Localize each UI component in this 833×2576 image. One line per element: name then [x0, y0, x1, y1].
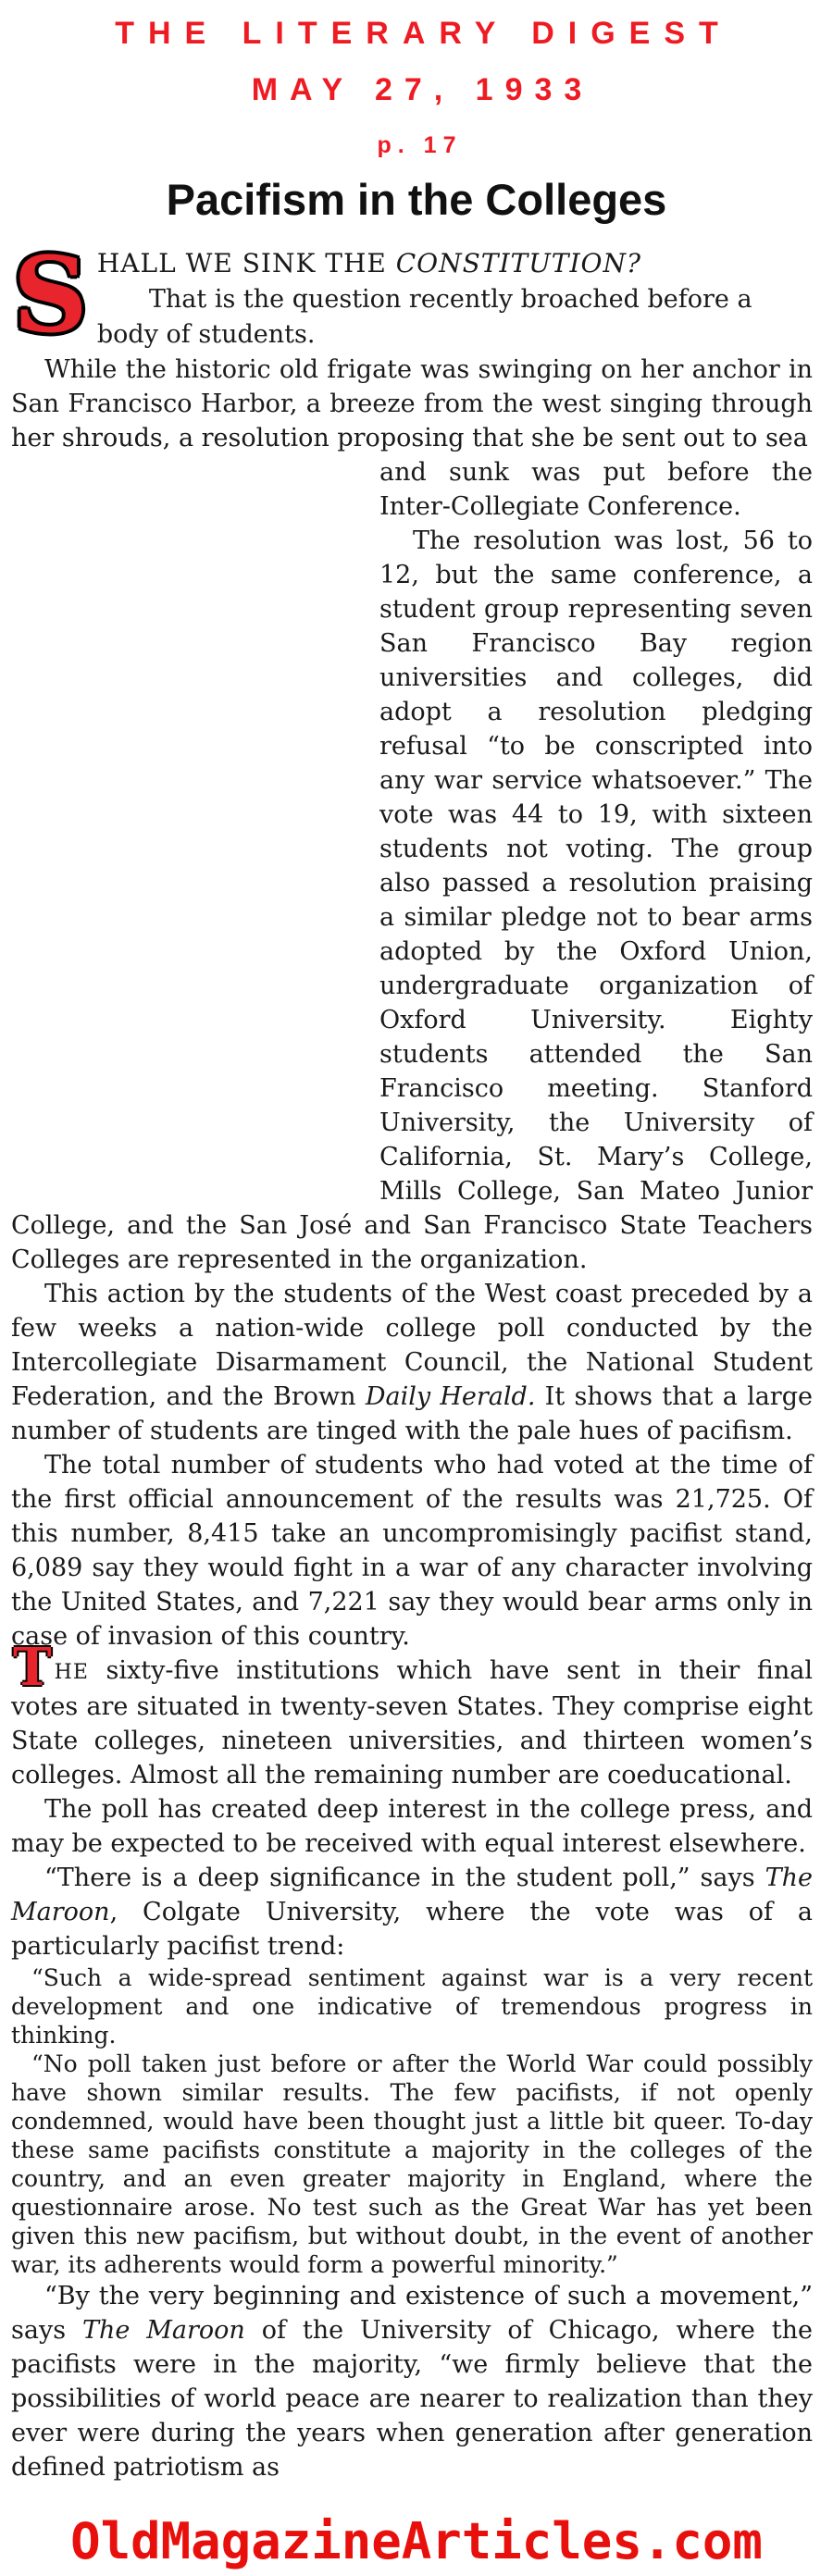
- photo-cutout-whitespace: [11, 455, 379, 1207]
- paragraph-maroon-chicago-text: “By the very beginning and existence of such a movement,” says: [11, 2282, 813, 2345]
- watermark: OldMagazineArticles.com: [70, 2512, 763, 2570]
- paragraph-west-coast-action-text: This action by the students of the West coast preceded by a few weeks a nation-wide college poll conducted by the Intercollegiate Disarmament Council, the National Student Federation, and the Brown: [11, 1280, 813, 1411]
- paragraph-frigate-text: While the historic old frigate was swinging on her anchor in San Francisco Harbor, a breeze from the west singing through her shrouds, a resolution proposing that she be sent out to sea: [11, 355, 813, 452]
- smallcaps-he: HE: [54, 1661, 89, 1684]
- quote-sentiment: [11, 1963, 813, 2050]
- paragraph-maroon-chicago: [11, 2279, 813, 2484]
- article-body: [0, 224, 833, 2484]
- italic-the-maroon-colgate: The Maroon: [11, 1864, 813, 1926]
- dropcap-letter-s: S: [13, 235, 88, 356]
- paragraph-west-coast-action-text-end: It shows that a large number of students are tinged with the pale hues of pacifism.: [11, 1382, 813, 1445]
- article-title: Pacifism in the Colleges: [166, 175, 667, 224]
- paragraph-institutions: [11, 1637, 813, 1792]
- paragraph-poll-interest: [11, 1792, 813, 1861]
- paragraph-maroon-colgate-text-end: , Colgate University, where the vote was of a particularly pacifist trend:: [11, 1898, 813, 1961]
- paragraph-vote-totals-text: The total number of students who had voted at the time of the first official announcement of the results was 21,725. Of this number, 8,415 take an uncompromisingly pacifist stand, 6,089 say they would fight in a war of any character involving the United States, and 7,221 say they would bear arms only in case of invasion of this country.: [11, 1451, 813, 1651]
- paragraph-maroon-chicago-text-end: of the University of Chicago, where the pacifists were in the majority, “we firmly believe that the possibilities of world peace are nearer to realization than they ever were during the years when generation after generation defined patriotism as: [11, 2316, 813, 2482]
- lede-paragraph: [11, 235, 813, 356]
- quote-no-poll-text: “No poll taken just before or after the World War could possibly have shown similar results. The few pacifists, if not openly condemned, would have been thought just a little bit queer. To-day these same pacifists constitute a majority in the colleges of the country, and an even greater majority in England, where the questionnaire arose. No test such as the Great War has yet been given this new pacifism, but without doubt, in the event of another war, its adherents would form a powerful minority.”: [11, 2050, 813, 2278]
- paragraph-institutions-text: sixty-five institutions which have sent in their final votes are situated in twenty-seven States. They comprise eight State colleges, nineteen universities, and thirteen women’s colleges. Almost all the remaining number are coeducational.: [11, 1656, 813, 1790]
- initial-letter-t: T: [13, 1637, 52, 1698]
- lede-question: HALL WE SINK THE: [96, 248, 396, 279]
- paragraph-maroon-colgate-text: “There is a deep significance in the student poll,” says: [44, 1864, 765, 1892]
- paragraph-maroon-colgate: [11, 1861, 813, 1963]
- paragraph-vote-totals: [11, 1448, 813, 1653]
- quote-no-poll: [11, 2050, 813, 2279]
- masthead-page-number: p. 17: [377, 132, 463, 158]
- quote-sentiment-text: “Such a wide-spread sentiment against war is a very recent development and one indicative of tremendous progress in thinking.: [11, 1964, 813, 2049]
- paragraph-frigate: [11, 353, 813, 455]
- paragraph-west-coast-action: [11, 1277, 813, 1448]
- paragraph-frigate-continuation-text: and sunk was put before the Inter-Collegiate Conference.: [379, 458, 813, 521]
- masthead: [0, 0, 833, 159]
- paragraph-poll-interest-text: The poll has created deep interest in the college press, and may be expected to be received with equal interest elsewhere.: [11, 1795, 813, 1858]
- italic-daily-herald: Daily Herald.: [365, 1382, 536, 1411]
- lede-question-italic: CONSTITUTION?: [395, 248, 642, 279]
- masthead-date: MAY 27, 1933: [251, 72, 594, 107]
- paragraph-resolution-text: The resolution was lost, 56 to 12, but the same conference, a student group representing seven San Francisco Bay region universities and colleges, did adopt a resolution pledging refusal “to be conscripted into any war service whatsoever.” The vote was 44 to 19, with sixteen students not voting. The group also passed a resolution praising a similar pledge not to bear arms adopted by the Oxford Union, undergraduate organization of Oxford University. Eighty students attended the San Francisco meeting. Stanford University, the University of California, St. Mary’s College, Mills College, San Mateo Junior College, and the San José and San Francisco State Teachers Colleges are represented in the organization.: [11, 526, 813, 1274]
- masthead-publication: THE LITERARY DIGEST: [115, 16, 732, 51]
- italic-the-maroon-chicago: The Maroon: [81, 2316, 245, 2345]
- lede-answer: That is the question recently broached before a body of students.: [96, 285, 752, 349]
